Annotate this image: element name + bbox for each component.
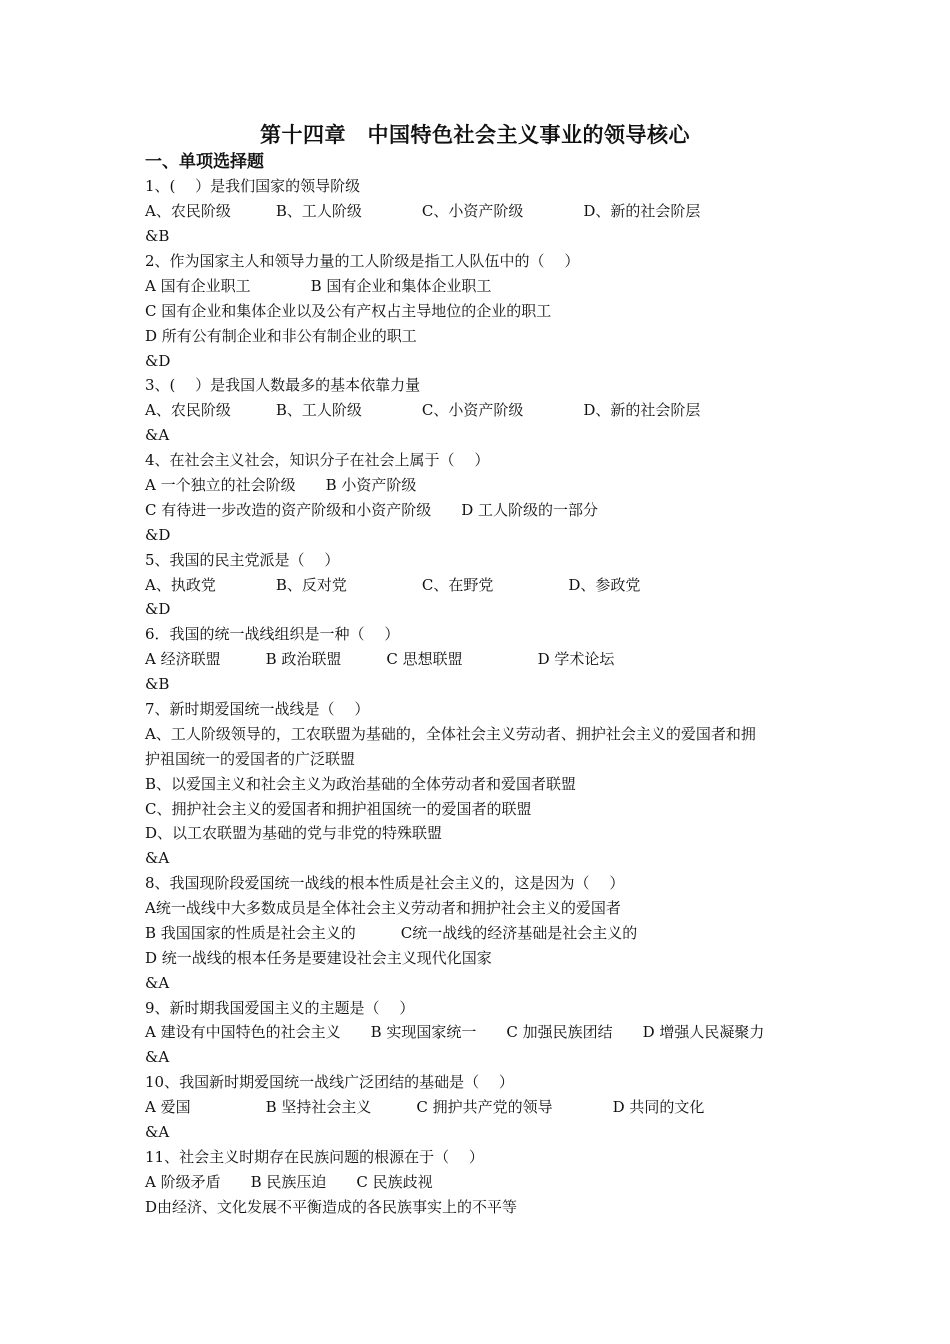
chapter-title: 第十四章 中国特色社会主义事业的领导核心: [260, 123, 690, 147]
question-4-option-cd: C 有待进一步改造的资产阶级和小资产阶级 D 工人阶级的一部分: [145, 501, 599, 519]
question-9-answer: &A: [145, 1048, 170, 1066]
question-5-stem: 5、我国的民主党派是（ ）: [145, 551, 340, 569]
question-6-options: A 经济联盟 B 政治联盟 C 思想联盟 D 学术论坛: [145, 650, 615, 668]
question-6-stem: 6．我国的统一战线组织是一种（ ）: [145, 625, 400, 643]
question-3-answer: &A: [145, 426, 170, 444]
question-5-answer: &D: [145, 600, 171, 618]
question-10-options: A 爱国 B 坚持社会主义 C 拥护共产党的领导 D 共同的文化: [145, 1098, 705, 1116]
question-7-stem: 7、新时期爱国统一战线是（ ）: [145, 700, 370, 718]
section-heading: 一、单项选择题: [145, 152, 264, 172]
question-8-option-bc: B 我国国家的性质是社会主义的 C统一战线的经济基础是社会主义的: [145, 924, 638, 942]
question-1-options: A、农民阶级 B、工人阶级 C、小资产阶级 D、新的社会阶层: [145, 202, 701, 220]
question-2-option-c: C 国有企业和集体企业以及公有产权占主导地位的企业的职工: [145, 302, 552, 320]
question-7-option-d: D、以工农联盟为基础的党与非党的特殊联盟: [145, 824, 443, 842]
question-9-options: A 建设有中国特色的社会主义 B 实现国家统一 C 加强民族团结 D 增强人民凝聚力: [145, 1023, 765, 1041]
question-7-option-c: C、拥护社会主义的爱国者和拥护祖国统一的爱国者的联盟: [145, 800, 532, 818]
question-4-option-ab: A 一个独立的社会阶级 B 小资产阶级: [145, 476, 417, 494]
question-1-stem: 1、( ）是我们国家的领导阶级: [145, 177, 361, 195]
question-11-option-abc: A 阶级矛盾 B 民族压迫 C 民族歧视: [145, 1173, 433, 1191]
question-11-option-d: D由经济、文化发展不平衡造成的各民族事实上的不平等: [145, 1198, 518, 1216]
question-1-answer: &B: [145, 227, 170, 245]
question-3-options: A、农民阶级 B、工人阶级 C、小资产阶级 D、新的社会阶层: [145, 401, 701, 419]
question-10-answer: &A: [145, 1123, 170, 1141]
question-2-option-ab: A 国有企业职工 B 国有企业和集体企业职工: [145, 277, 492, 295]
question-9-stem: 9、新时期我国爱国主义的主题是（ ）: [145, 999, 415, 1017]
question-8-option-a: A统一战线中大多数成员是全体社会主义劳动者和拥护社会主义的爱国者: [145, 899, 621, 917]
question-7-option-a: A、工人阶级领导的，工农联盟为基础的，全体社会主义劳动者、拥护社会主义的爱国者和拥: [145, 725, 756, 743]
question-8-stem: 8、我国现阶段爱国统一战线的根本性质是社会主义的，这是因为（ ）: [145, 874, 625, 892]
question-5-options: A、执政党 B、反对党 C、在野党 D、参政党: [145, 576, 641, 594]
question-7-answer: &A: [145, 849, 170, 867]
question-11-stem: 11、社会主义时期存在民族问题的根源在于（ ）: [145, 1148, 484, 1166]
question-7-option-b: B、以爱国主义和社会主义为政治基础的全体劳动者和爱国者联盟: [145, 775, 577, 793]
question-3-stem: 3、( ）是我国人数最多的基本依靠力量: [145, 376, 421, 394]
question-4-answer: &D: [145, 526, 171, 544]
question-2-answer: &D: [145, 352, 171, 370]
question-10-stem: 10、我国新时期爱国统一战线广泛团结的基础是（ ）: [145, 1073, 514, 1091]
question-2-option-d: D 所有公有制企业和非公有制企业的职工: [145, 327, 417, 345]
question-2-stem: 2、作为国家主人和领导力量的工人阶级是指工人队伍中的（ ）: [145, 252, 580, 270]
question-4-stem: 4、在社会主义社会，知识分子在社会上属于（ ）: [145, 451, 490, 469]
question-8-answer: &A: [145, 974, 170, 992]
question-8-option-d: D 统一战线的根本任务是要建设社会主义现代化国家: [145, 949, 492, 967]
question-6-answer: &B: [145, 675, 170, 693]
question-7-option-a-cont: 护祖国统一的爱国者的广泛联盟: [145, 750, 356, 768]
